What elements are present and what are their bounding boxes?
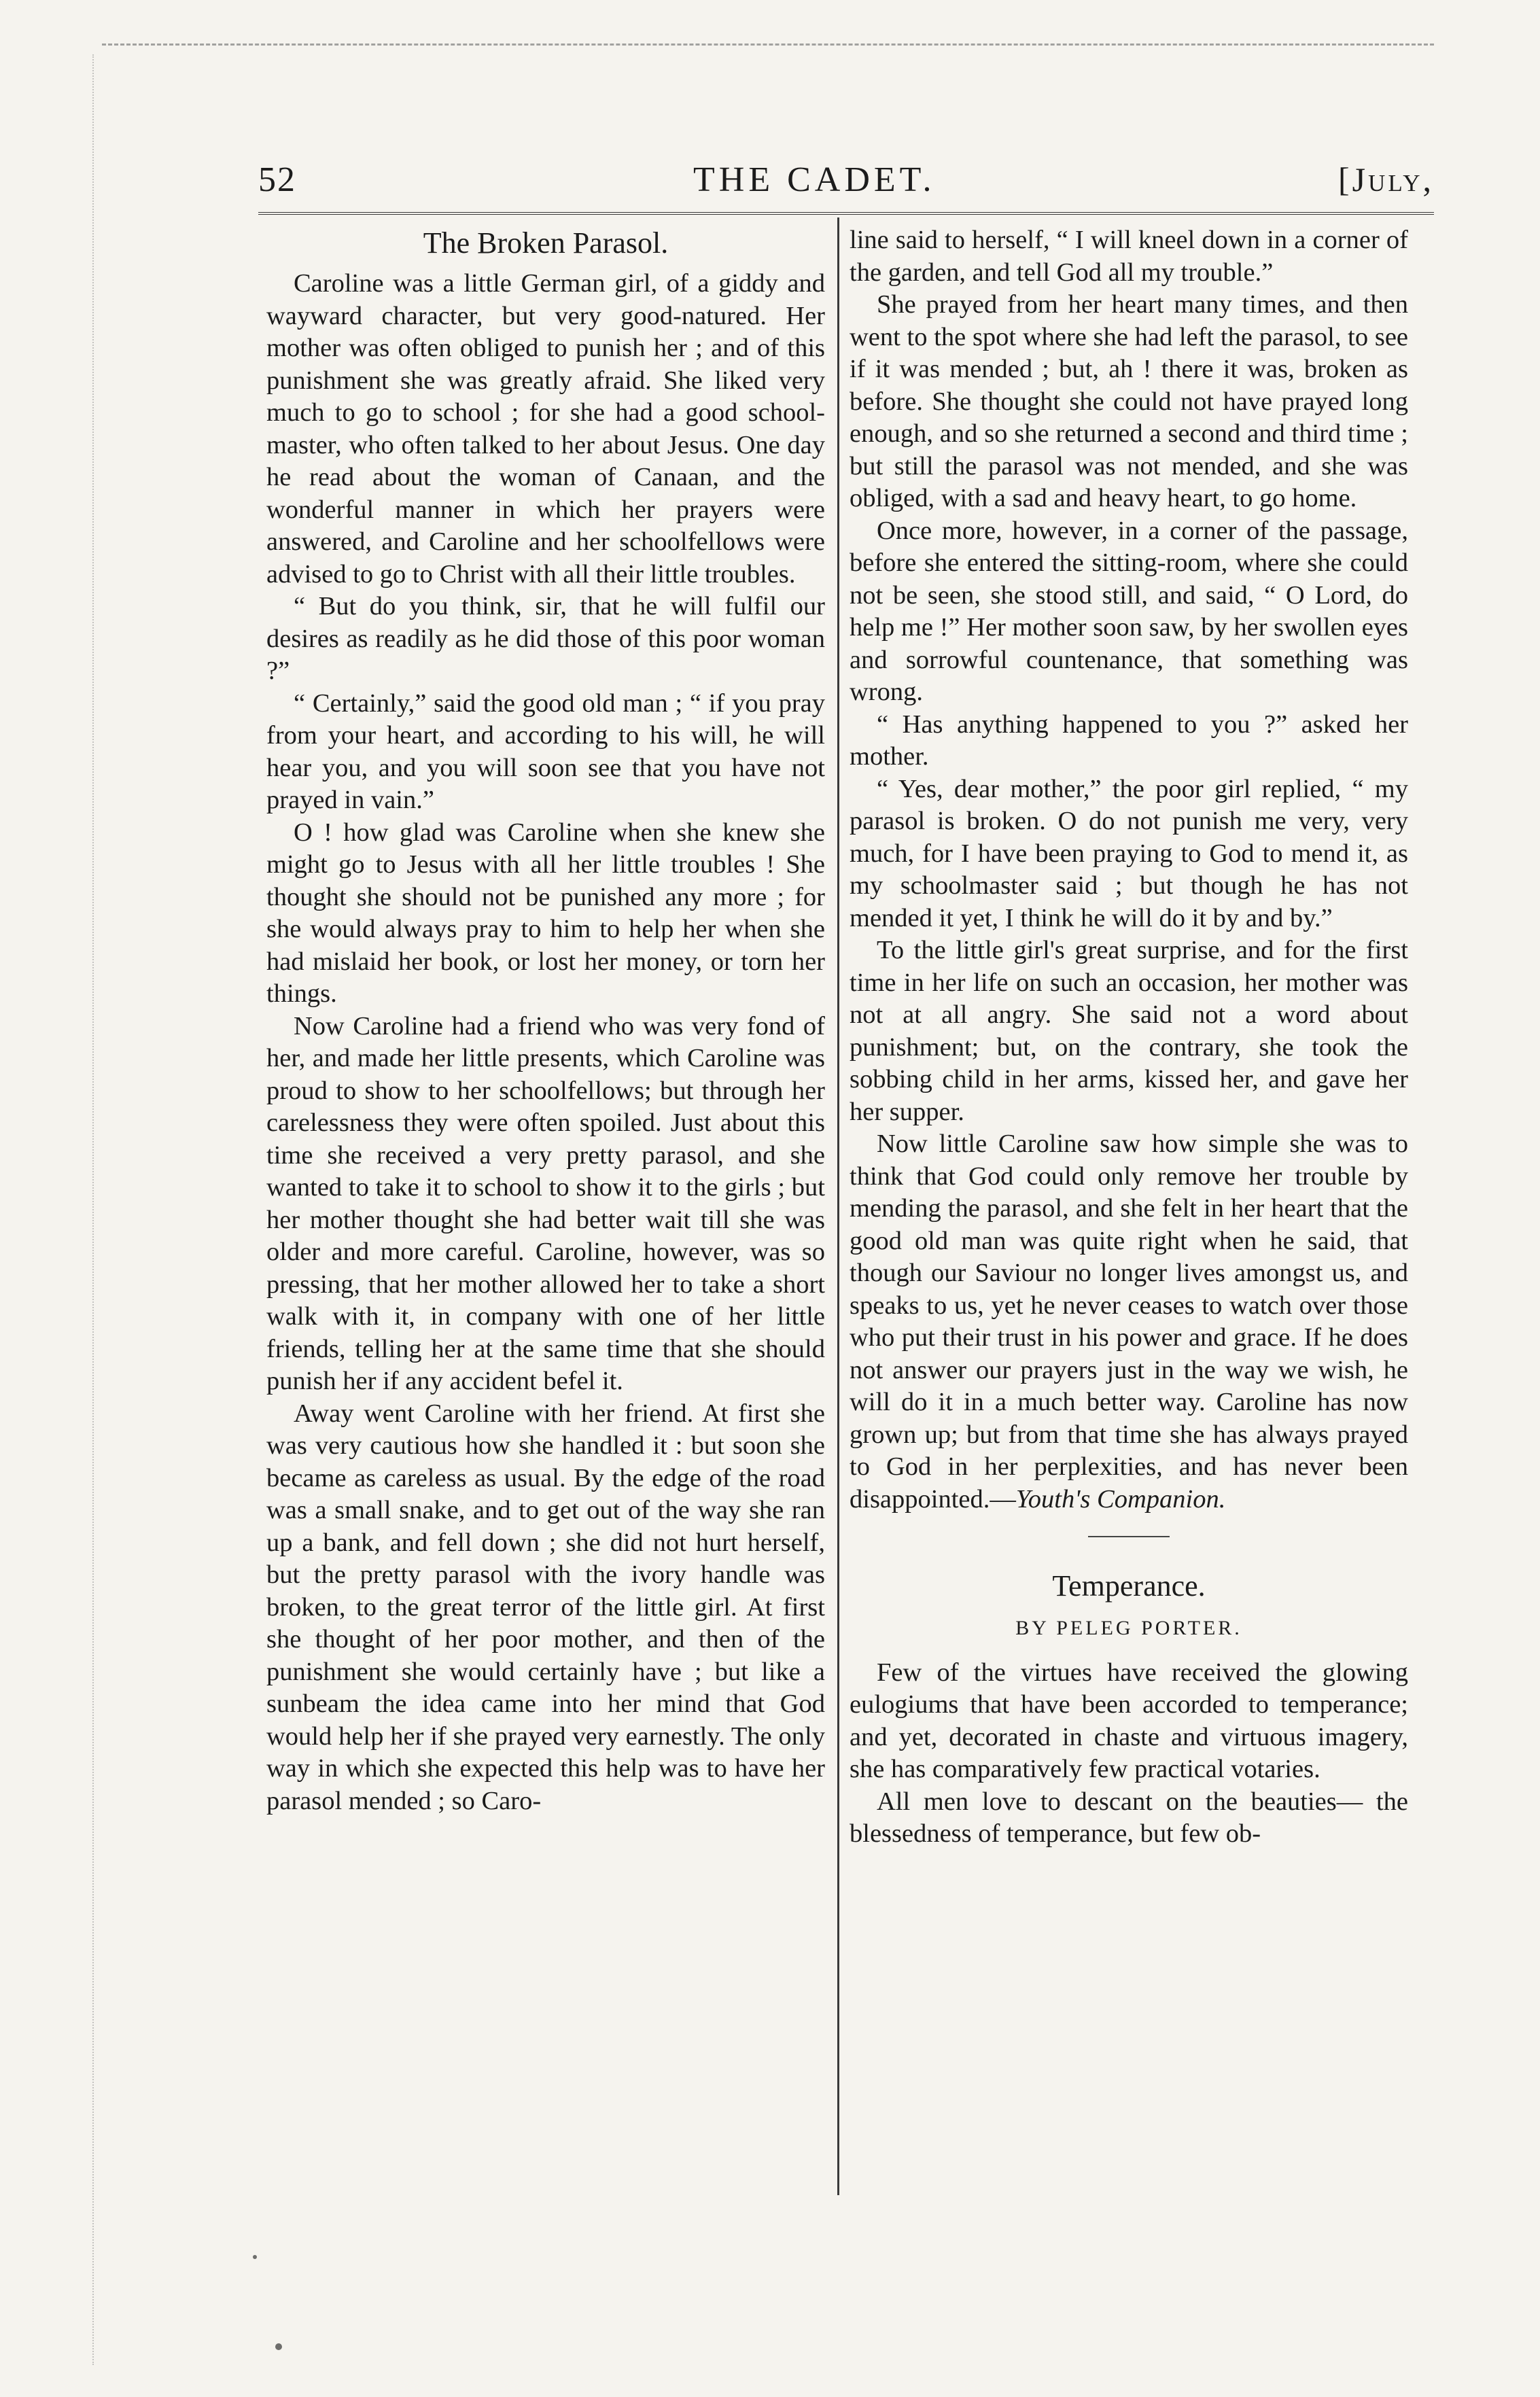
article2-paragraph: All men love to descant on the beauties— the blessedness of temperance, but few ob- [850,1787,1408,1848]
article-paragraph: She prayed from her heart many times, and then went to the spot where she had left the parasol, to see if it was mended ; but, ah ! there it was, broken as before. She thought she could not have prayed long enough, and so she returned a second and third time ; but still the parasol was not mended, and she was obliged, with a sad and heavy heart, to go home. [850,290,1408,512]
article-source: Youth's Companion. [1015,1484,1226,1514]
article-paragraph: “ Certainly,” said the good old man ; “ if you pray from your heart, and according to his will, he will hear you, and you will soon see that you have not prayed in vain.” [266,688,825,814]
article-paragraph: “ But do you think, sir, that he will fulfil our desires as readily as he did those of this poor woman ?” [266,592,825,685]
ink-spot [253,2255,257,2259]
ink-spot [275,2343,282,2350]
column-divider [837,217,839,2195]
article-paragraph: Away went Caroline with her friend. At first she was very cautious how she handled it : but soon she became as careless as usual. By the edge of the road was a small snake, and to get out of the way she ran up a bank, and fell down ; she did not hurt herself, but the pretty parasol with the ivory handle was broken, to the great terror of the little girl. At first she thought of her poor mother, and then of the punishment she would certainly have ; but like a sunbeam the idea came into her mind that God would help her if she prayed very earnestly. The only way in which she expected this help was to have her parasol mended ; so Caro- [266,1399,825,1815]
right-column [850,224,1408,1851]
article2-byline: BY PELEG PORTER. [1015,1617,1242,1639]
article-paragraph: “ Has anything happened to you ?” asked her mother. [850,710,1408,771]
article-paragraph: Now Caroline had a friend who was very fond of her, and made her little presents, which Caroline was proud to show to her schoolfellows; but through her carelessness they were often spoiled. Just about this time she received a very pretty parasol, and she wanted to take it to school to show it to the girls ; but her mother thought she had better wait till she was older and more careful. Caroline, however, was so pressing, that her mother allowed her to take a short walk with it, in company with one of her little friends, telling her at the same time that she should punish her if any accident befel it. [266,1011,825,1395]
journal-title: THE CADET. [693,160,936,199]
page-number: 52 [258,160,296,199]
left-column [266,224,825,1817]
article2-paragraph: Few of the virtues have received the glowing eulogiums that have been accorded to temperance; and yet, decorated in chaste and virtuous imagery, she has comparatively few practical votaries. [850,1658,1408,1783]
article-separator [1088,1536,1170,1537]
header-rule [258,212,1434,215]
article-paragraph: line said to herself, “ I will kneel down in a corner of the garden, and tell God all my trouble.” [850,226,1408,287]
header-month: [July, [1337,160,1434,198]
article-title: The Broken Parasol. [423,226,669,260]
article2-title: Temperance. [1052,1569,1206,1603]
running-header [258,160,1434,207]
torn-top-edge [102,43,1434,46]
closing-text: Now little Caroline saw how simple she was to think that God could only remove her trouble by mending the parasol, and she felt in her heart that the good old man was quite right when he said, that though our Saviour no longer lives amongst us, and speaks to us, yet he never ceases to watch over those who put their trust in his power and grace. If he does not answer our prayers just in the way we wish, he will do it in a much better way. Caroline has now grown up; but from that time she has always prayed to God in her perplexities, and has never been disappointed.— [850,1130,1408,1514]
article-paragraph: “ Yes, dear mother,” the poor girl replied, “ my parasol is broken. O do not punish me very, very much, for I have been praying to God to mend it, as my schoolmaster said ; but though he has not mended it yet, I think he will do it by and by.” [850,774,1408,932]
page-left-margin [92,54,94,2365]
article-paragraph: To the little girl's great surprise, and for the first time in her life on such an occasion, her mother was not at all angry. She said not a word about punishment; but, on the contrary, she took the sobbing child in her arms, kissed her, and gave her her supper. [850,936,1408,1126]
article-paragraph: O ! how glad was Caroline when she knew she might go to Jesus with all her little troubles ! She thought she should not be punished any more ; for she would always pray to him to help her when she had mislaid her book, or lost her money, or torn her things. [266,818,825,1008]
article-paragraph: Once more, however, in a corner of the passage, before she entered the sitting-room, where she could not be seen, she stood still, and said, “ O Lord, do help me !” Her mother soon saw, by her swollen eyes and sorrowful countenance, that something was wrong. [850,516,1408,706]
article-paragraph: Caroline was a little German girl, of a giddy and wayward character, but very good-natured. Her mother was often obliged to punish her ; and of this punishment she was greatly afraid. She liked very much to go to school ; for she had a good school-master, who often talked to her about Jesus. One day he read about the woman of Canaan, and the wonderful manner in which her prayers were answered, and Caroline and her schoolfellows were advised to go to Christ with all their little troubles. [266,269,825,589]
article-paragraph [850,1128,1408,1516]
